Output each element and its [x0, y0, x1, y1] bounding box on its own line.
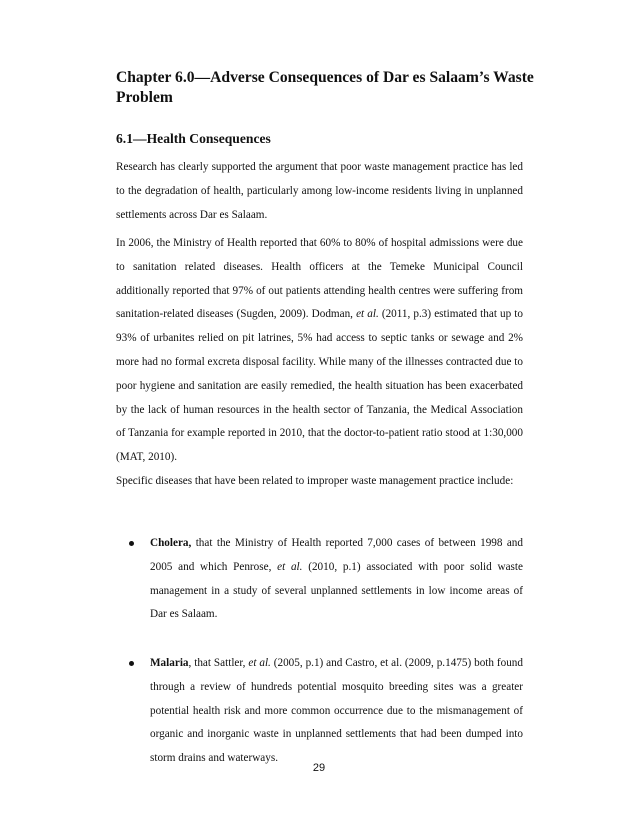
list-item-text-part-2: (2010, p.1) associated with poor solid waste management in a study of several unplanned settlements in low income areas of Dar es Salaam. — [150, 560, 523, 621]
list-item-text-part-1: that the Ministry of Health reported 7,000 cases of between 1998 and 2005 and which Penrose, — [150, 537, 523, 573]
list-item-text-part-1: , that Sattler, — [188, 657, 249, 669]
section-title: 6.1—Health Consequences — [116, 131, 271, 146]
page-number: 29 — [312, 762, 326, 774]
disease-term: Cholera, — [150, 537, 192, 549]
list-item-text — [150, 532, 523, 627]
disease-term: Malaria — [150, 657, 189, 669]
paragraph-intro: Research has clearly supported the argument that poor waste management practice has led to the degradation of health, particularly among low-income residents living in unplanned settlements across Dar es Salaam. — [116, 161, 523, 221]
bullet-icon — [129, 541, 134, 546]
paragraph-statistics-part-2: (2011, p.3) estimated that up to 93% of urbanites relied on pit latrines, 5% had access to septic tanks or sewage and 2% more had no formal excreta disposal facility. While many of the illnesses contracted due to poor hygiene and sanitation are easily remedied, the health situation has been exacerbated by the lack of human resources in the health sector of Tanzania, the Medical Association of Tanzania for example reported in 2010, that the doctor-to-patient ratio stood at 1:30,000 (MAT, 2010). — [116, 308, 524, 464]
et-al-italic: et al. — [277, 560, 303, 573]
list-item-text-part-2: (2005, p.1) and Castro, et al. (2009, p.1475) both found through a review of hundreds potential mosquito breeding sites was a greater potential health risk and more common occurrence due to the mismanagement of organic and inorganic waste in unplanned settlements that had been dumped into storm drains and waterways. — [150, 657, 523, 765]
paragraph-diseases-intro: Specific diseases that have been related to improper waste management practice include: — [116, 475, 514, 487]
et-al-italic: et al. — [248, 657, 271, 669]
paragraph-statistics — [116, 232, 523, 470]
list-item-text — [150, 652, 523, 771]
chapter-title: Chapter 6.0—Adverse Consequences of Dar es Salaam’s Waste Problem — [116, 69, 534, 106]
paragraph-statistics-part-1: In 2006, the Ministry of Health reported that 60% to 80% of hospital admissions were due to sanitation related diseases. Health officers at the Temeke Municipal Council additionally reported that 97% of out patients attending health centres were suffering from sanitation-related diseases (Sugden, 2009). Dodman, — [116, 237, 523, 321]
et-al-italic: et al. — [356, 308, 379, 321]
bullet-icon — [129, 661, 134, 666]
